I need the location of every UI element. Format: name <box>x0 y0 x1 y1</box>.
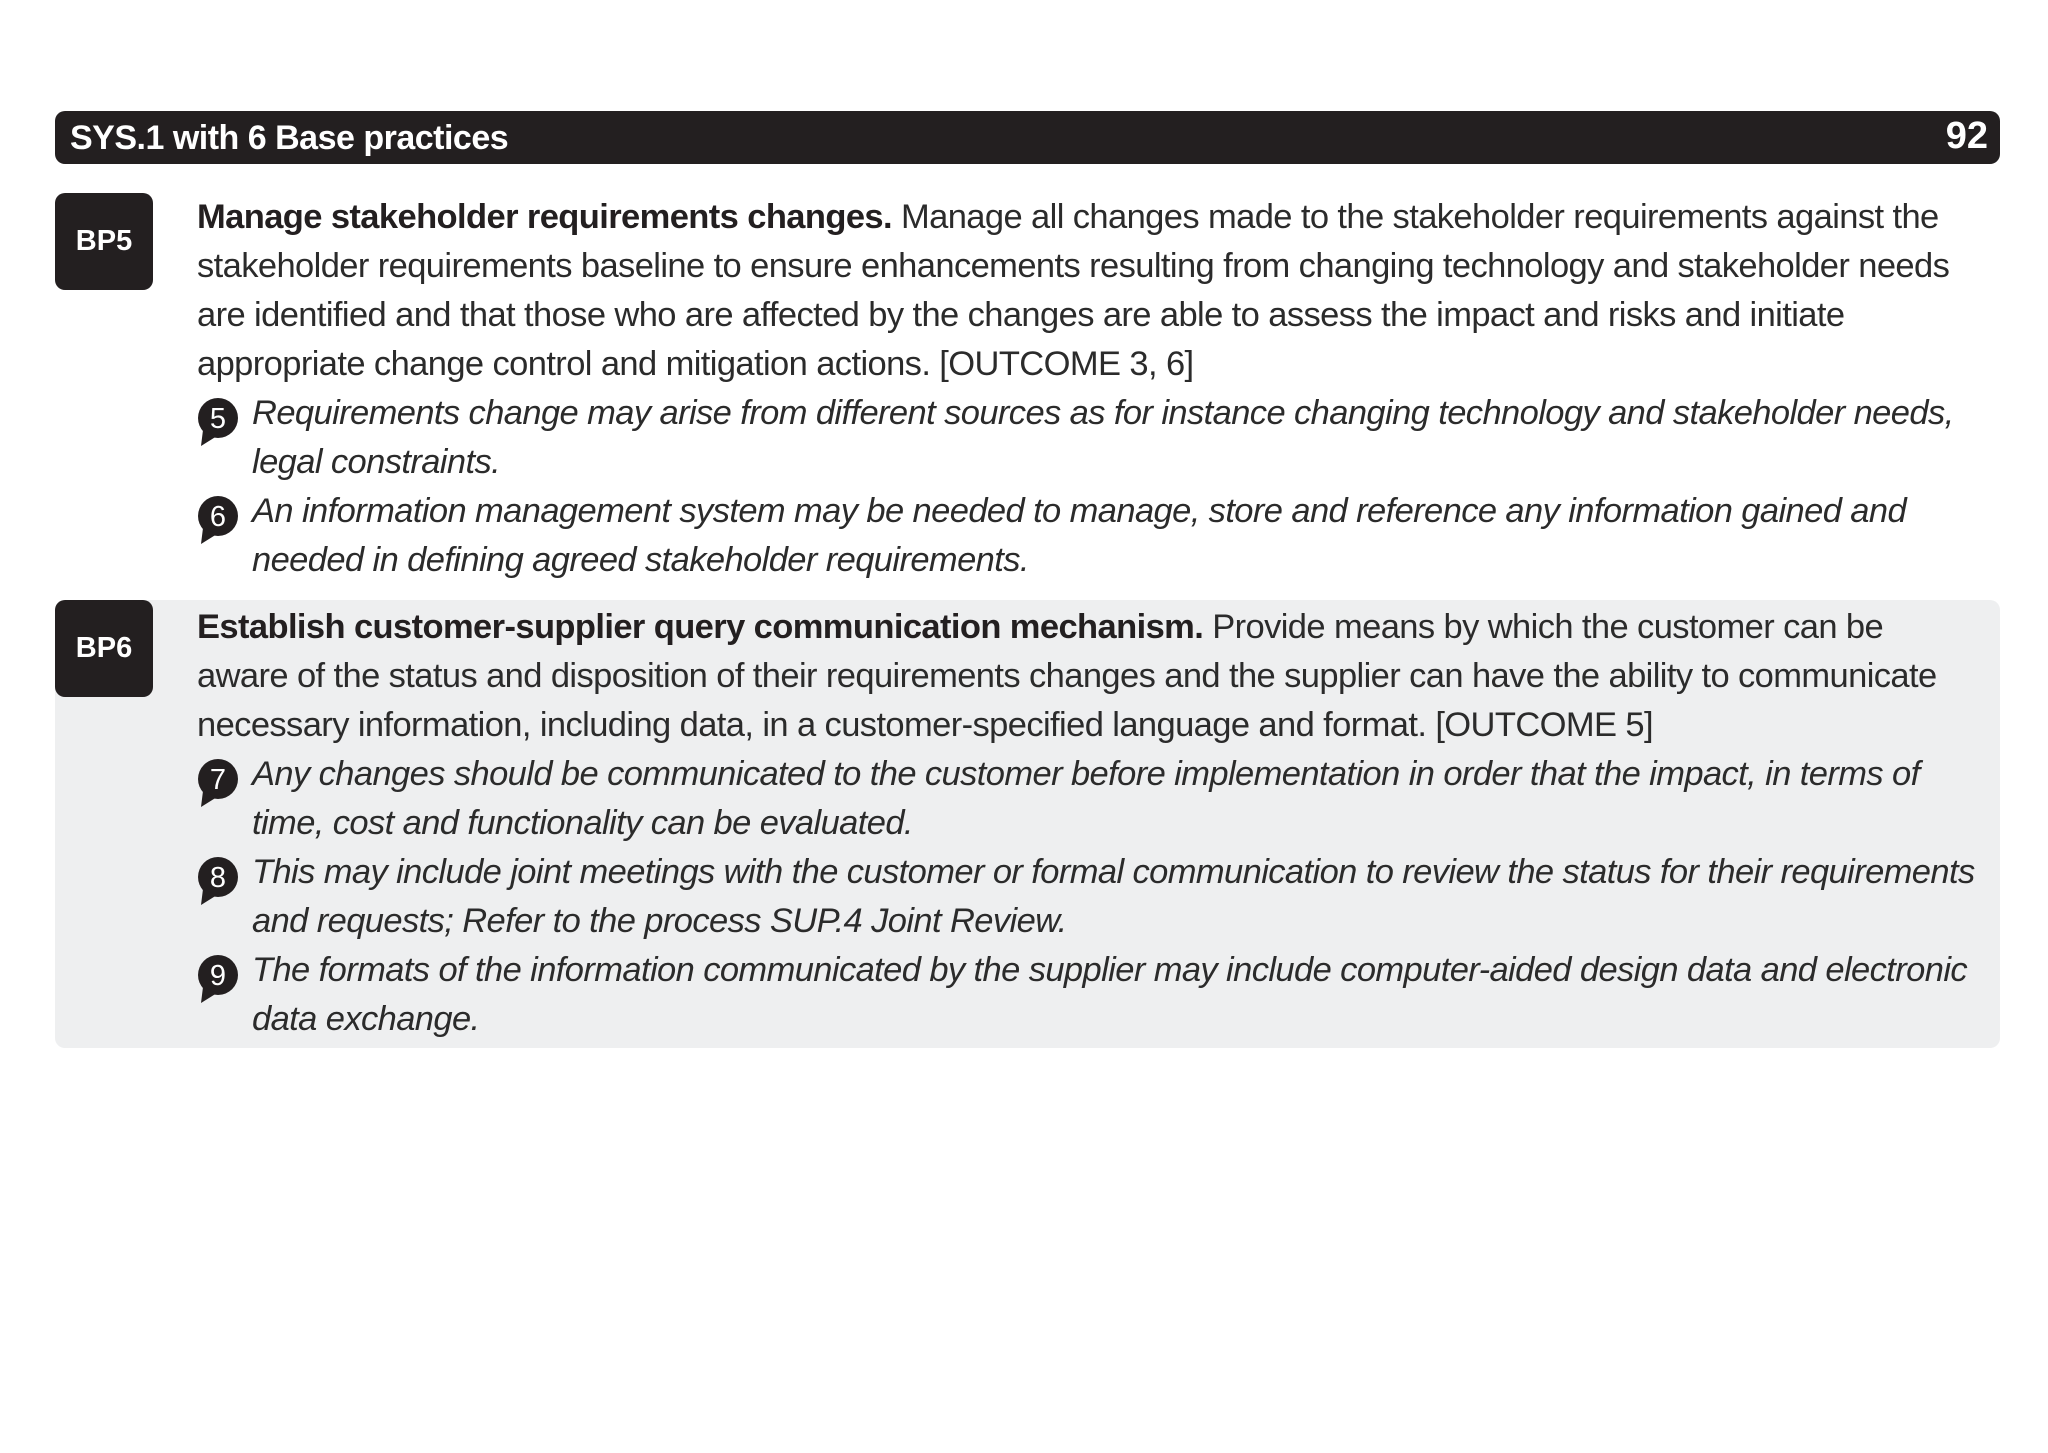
bp-description <box>197 193 1978 389</box>
speech-bubble-icon <box>197 397 239 447</box>
note-item <box>197 848 1978 946</box>
speech-bubble-icon <box>197 495 239 545</box>
bp-text: Provide means by which the customer can be aware of the status and disposition of their requirements changes and the supplier can have the ability to communicate necessary information, including data, in a customer-specified language and format. [OUTCOME 5] <box>197 608 1937 744</box>
bp-text: Manage all changes made to the stakeholder requirements against the stakeholder requirements baseline to ensure enhancements resulting from changing technology and stakeholder needs are identified and that those who are affected by the changes are able to assess the impact and risks and initiate appropriate change control and mitigation actions. [OUTCOME 3, 6] <box>197 198 1950 383</box>
speech-bubble-icon <box>197 856 239 906</box>
note-text: This may include joint meetings with the customer or formal communication to review the status for their requirements and requests; Refer to the process SUP.4 Joint Review. <box>252 853 1975 940</box>
note-text: An information management system may be needed to manage, store and reference any information gained and needed in defining agreed stakeholder requirements. <box>252 492 1907 579</box>
note-number: 6 <box>209 501 227 533</box>
note-number: 7 <box>209 764 227 796</box>
note-text: Requirements change may arise from different sources as for instance changing technology and stakeholder needs, legal constraints. <box>252 394 1954 481</box>
bp-heading: Establish customer-supplier query communication mechanism. <box>197 608 1204 646</box>
base-practice-bp6 <box>55 600 2000 1048</box>
page-number: 92 <box>1945 115 1988 157</box>
section-header-bar <box>55 111 2000 164</box>
bp-body <box>197 603 1978 1044</box>
note-number: 5 <box>209 403 227 435</box>
note-number: 8 <box>209 862 227 894</box>
bp-badge: BP5 <box>55 193 153 290</box>
note-item <box>197 946 1978 1044</box>
bp-description <box>197 603 1978 750</box>
note-text: The formats of the information communicated by the supplier may include computer-aided design data and electronic data exchange. <box>252 951 1968 1038</box>
base-practice-bp5 <box>55 193 2000 583</box>
note-item <box>197 389 1978 487</box>
bp-heading: Manage stakeholder requirements changes. <box>197 198 892 236</box>
bp-badge: BP6 <box>55 600 153 697</box>
speech-bubble-icon <box>197 758 239 808</box>
note-item <box>197 487 1978 585</box>
section-title: SYS.1 with 6 Base practices <box>70 119 509 157</box>
note-number: 9 <box>209 960 227 992</box>
speech-bubble-icon <box>197 954 239 1004</box>
note-item <box>197 750 1978 848</box>
bp-body <box>197 193 1978 585</box>
note-text: Any changes should be communicated to the customer before implementation in order that the impact, in terms of time, cost and functionality can be evaluated. <box>252 755 1920 842</box>
